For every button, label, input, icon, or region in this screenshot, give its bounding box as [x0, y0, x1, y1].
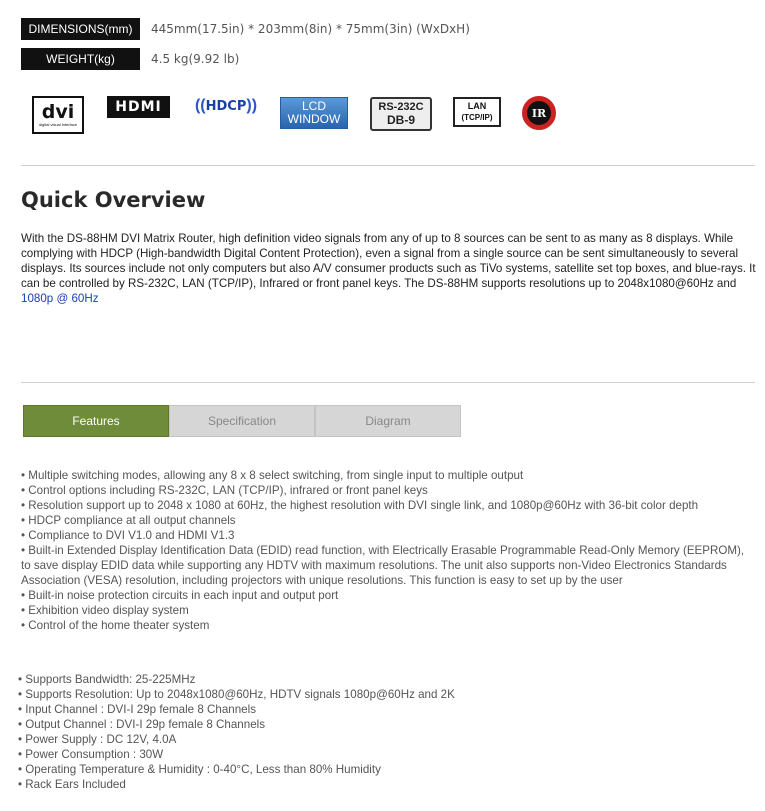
dvi-logo-sub: digital visual interface: [38, 122, 78, 127]
tab-diagram[interactable]: Diagram: [315, 405, 461, 437]
spec-row-dimensions: [21, 18, 470, 40]
hdcp-paren-left-icon: ((: [194, 97, 206, 114]
spec-item: • Input Channel : DVI-I 29p female 8 Channels: [18, 703, 257, 716]
lcd-logo-line2: WINDOW: [287, 112, 341, 126]
rs232-logo-line2: DB-9: [386, 113, 415, 127]
dvi-logo: [32, 96, 84, 134]
hdmi-logo: [107, 96, 170, 118]
lcd-window-logo: [280, 97, 348, 129]
ir-logo-text: IR: [531, 106, 547, 120]
feature-item: • Control options including RS-232C, LAN (TCP/IP), infrared or front panel keys: [21, 484, 428, 497]
rs232-logo-line1: RS-232C: [378, 101, 424, 113]
ir-logo-inner: [527, 101, 551, 125]
lan-logo-line1: LAN: [467, 101, 487, 111]
spec-item: • Power Consumption : 30W: [18, 748, 164, 761]
feature-item: • Built-in Extended Display Identification Data (EDID) read function, with Electrically Erasable Programmable Read-Only Memory (EEPROM), to save display EDID data while supporting any HDTV with maximum resolutions. The unit also supports non-Video Electronics Standards Association (VESA) resolution, including projectors with unique resolutions. This function is easy to set up by the user: [21, 544, 745, 587]
rs232-logo: [370, 97, 432, 131]
hdcp-logo-text: HDCP: [205, 98, 247, 114]
tab-features[interactable]: Features: [23, 405, 169, 437]
lcd-logo-line1: LCD: [301, 99, 326, 113]
divider-top: [21, 165, 755, 166]
hdcp-paren-right-icon: )): [246, 97, 258, 114]
spec-item: • Power Supply : DC 12V, 4.0A: [18, 733, 177, 746]
divider-middle: [21, 382, 755, 383]
quick-overview-title: Quick Overview: [21, 188, 206, 212]
tab-bar: [23, 405, 461, 437]
spec-value-dimensions: 445mm(17.5in) * 203mm(8in) * 75mm(3in) (WxDxH): [151, 22, 470, 36]
spec-list: [18, 672, 748, 792]
features-list: [21, 468, 751, 633]
feature-item: • Built-in noise protection circuits in each input and output port: [21, 589, 339, 602]
feature-item: • Exhibition video display system: [21, 604, 189, 617]
overview-body: With the DS-88HM DVI Matrix Router, high definition video signals from any of up to 8 sources can be sent to as many as 8 displays. While complying with HDCP (High-bandwidth Digital Content Protection), even a signal from a single source can be sent simultaneously to several displays. Its sources include not only computers but also A/V consumer products such as TiVo systems, satellite set top boxes, and blue-rays. It can be controlled by RS-232C, LAN (TCP/IP), Infrared or front panel keys. The DS-88HM supports resolutions up to 2048x1080@60Hz and: [21, 232, 756, 290]
quick-overview-text: [21, 231, 761, 306]
feature-item: • Resolution support up to 2048 x 1080 at 60Hz, the highest resolution with DVI single link, and 1080p@60Hz with 36-bit color depth: [21, 499, 699, 512]
ir-logo: [522, 96, 556, 130]
lan-logo-line2: (TCP/IP): [461, 113, 493, 122]
spec-value-weight: 4.5 kg(9.92 lb): [151, 52, 240, 66]
lan-logo: [453, 97, 501, 127]
spec-label-dimensions: DIMENSIONS(mm): [21, 18, 140, 40]
spec-label-weight: WEIGHT(kg): [21, 48, 140, 70]
spec-item: • Supports Bandwidth: 25-225MHz: [18, 673, 196, 686]
feature-item: • Multiple switching modes, allowing any 8 x 8 select switching, from single input to multiple output: [21, 469, 524, 482]
feature-item: • Control of the home theater system: [21, 619, 210, 632]
spec-item: • Operating Temperature & Humidity : 0-40°C, Less than 80% Humidity: [18, 763, 381, 776]
hdcp-logo: [188, 94, 264, 118]
spec-item: • Rack Ears Included: [18, 778, 126, 791]
overview-highlight: 1080p @ 60Hz: [21, 292, 99, 305]
tab-specification[interactable]: Specification: [169, 405, 315, 437]
dvi-logo-main: dvi: [41, 101, 75, 123]
hdmi-logo-text: HDMI: [115, 99, 162, 115]
spec-item: • Output Channel : DVI-I 29p female 8 Channels: [18, 718, 266, 731]
feature-item: • Compliance to DVI V1.0 and HDMI V1.3: [21, 529, 235, 542]
feature-item: • HDCP compliance at all output channels: [21, 514, 236, 527]
spec-row-weight: [21, 48, 239, 70]
spec-item: • Supports Resolution: Up to 2048x1080@60Hz, HDTV signals 1080p@60Hz and 2K: [18, 688, 455, 701]
